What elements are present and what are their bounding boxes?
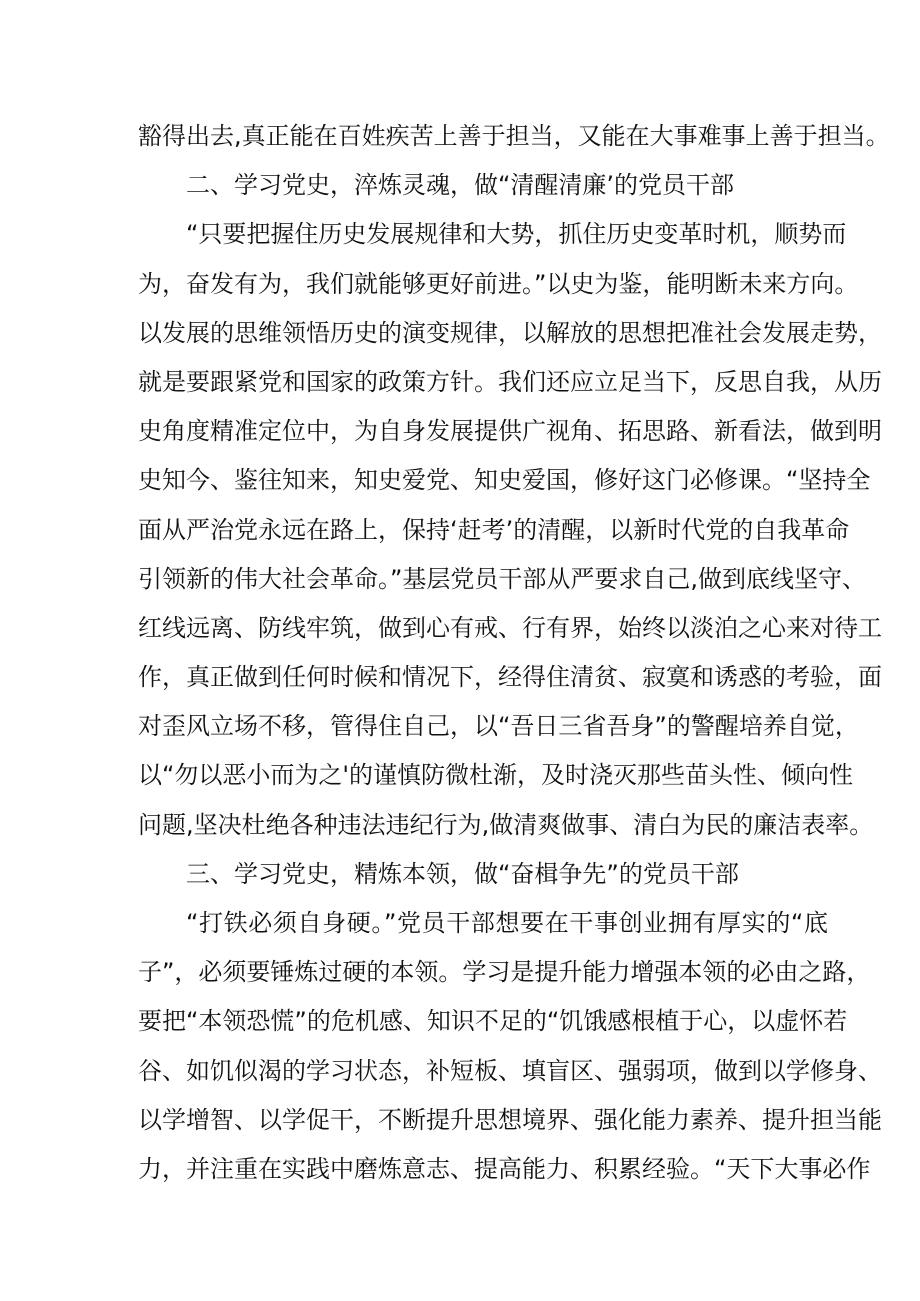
body-line: 面从严治党永远在路上，保持‘赶考’的清醒，以新时代党的自我革命 xyxy=(138,515,850,544)
body-line: 子”，必须要锤炼过硬的本领。学习是提升能力增强本领的必由之路， xyxy=(138,958,871,987)
body-line: 以发展的思维领悟历史的演变规律，以解放的思想把准社会发展走势， xyxy=(138,318,882,347)
body-line: 红线远离、防线牢筑，做到心有戒、行有界，始终以淡泊之心来对待工 xyxy=(138,613,882,642)
body-line: 谷、如饥似渴的学习状态，补短板、填盲区、强弱项，做到以学修身、 xyxy=(138,1056,882,1085)
document-body xyxy=(138,112,890,1194)
paragraph-start-line: “打铁必须自身硬。”党员干部想要在干事创业拥有厚实的“底 xyxy=(186,909,828,937)
body-line: 史知今、鉴往知来，知史爱党、知史爱国，修好这门必修课。“坚持全 xyxy=(138,466,871,495)
body-line: 作，真正做到任何时候和情况下，经得住清贫、寂寞和诱惑的考验，面 xyxy=(138,663,882,692)
body-line: 就是要跟紧党和国家的政策方针。我们还应立足当下，反思自我，从历 xyxy=(138,367,882,396)
body-line: 以“勿以恶小而为之'的谨慎防微杜渐，及时浇灭那些苗头性、倾向性 xyxy=(138,761,854,790)
section-heading-2: 二、学习党史，淬炼灵魂，做“清醒清廉’的党员干部 xyxy=(186,171,735,200)
body-line: 以学增智、以学促干，不断提升思想境界、强化能力素养、提升担当能 xyxy=(138,1105,882,1134)
body-line: 史角度精准定位中，为自身发展提供广视角、拓思路、新看法，做到明 xyxy=(138,417,882,446)
body-line: 为，奋发有为，我们就能够更好前进。”以史为鉴，能明断未来方向。 xyxy=(138,269,859,298)
body-line: 要把“本领恐慌”的危机感、知识不足的“饥饿感根植于心，以虚怀若 xyxy=(138,1007,848,1036)
body-line: 对歪风立场不移，管得住自己，以“吾日三省吾身”的警醒培养自觉， xyxy=(138,712,859,741)
body-line: 力，并注重在实践中磨炼意志、提高能力、积累经验。“天下大事必作 xyxy=(138,1154,871,1183)
section-heading-3: 三、学习党史，精炼本领，做“奋楫争先”的党员干部 xyxy=(186,859,739,888)
body-line: 问题,坚决杜绝各种违法违纪行为,做清爽做事、清白为民的廉洁表率。 xyxy=(138,810,874,839)
body-line: 豁得出去,真正能在百姓疾苦上善于担当，又能在大事难事上善于担当。 xyxy=(138,122,890,150)
body-line: 引领新的伟大社会革命。”基层党员干部从严要求自己,做到底线坚守、 xyxy=(138,564,867,593)
paragraph-start-line: “只要把握住历史发展规律和大势，抓住历史变革时机，顺势而 xyxy=(186,220,847,249)
